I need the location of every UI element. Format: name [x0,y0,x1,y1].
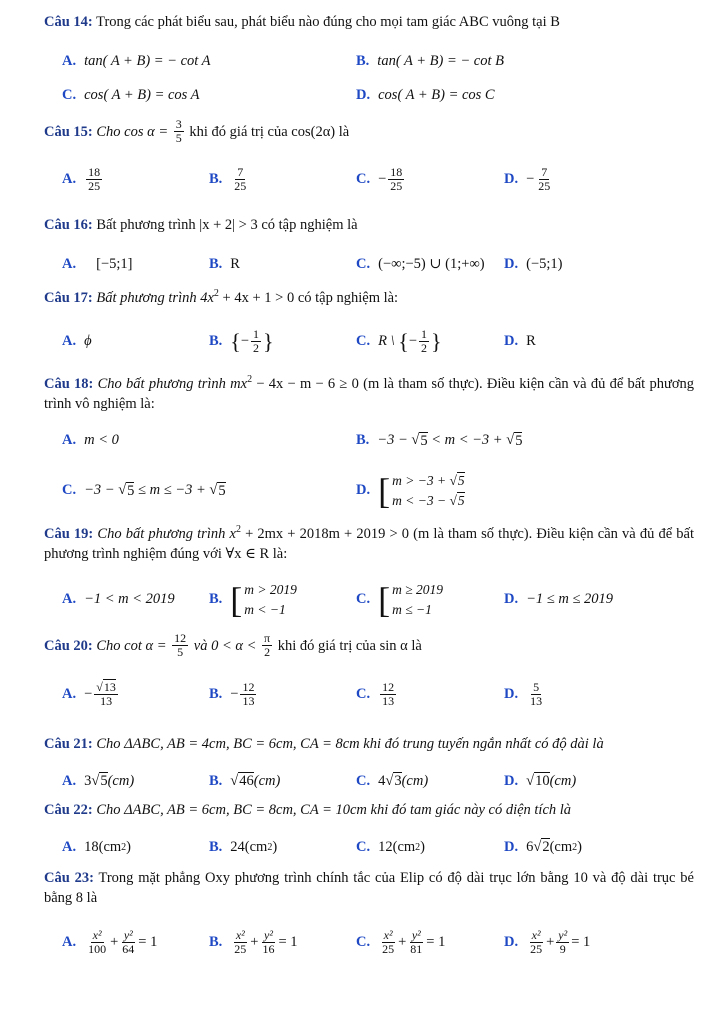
denominator: 16 [262,941,275,956]
radicand: 5 [515,432,523,449]
sign: − [408,333,417,350]
question-label: Câu 16: [44,217,93,233]
option-letter: C. [356,255,371,272]
bracket-icon: [ [378,470,391,511]
numerator: 5 [533,679,540,694]
expr-part: m < −3 − [392,492,450,508]
value: 12(cm [378,838,416,855]
expr-part: m > −3 + [392,472,450,488]
question-stem: Cho bất phương trình x [93,525,236,542]
sign: − [230,685,239,702]
option-b[interactable] [356,44,504,78]
system-row: m ≤ −1 [392,601,432,617]
equals-one: = 1 [426,933,446,950]
question-stem-tail: + 4x + 1 > 0 có tập nghiệm là: [218,289,399,306]
sqrt-icon: √ [449,492,457,508]
option-letter: C. [356,591,371,608]
radicand: 5 [420,432,428,449]
option-d[interactable] [356,78,495,112]
expr-part: < m < −3 + [427,432,507,449]
option-c[interactable] [62,468,226,514]
option-letter: D. [504,772,519,789]
sqrt-icon: √ [449,472,457,488]
option-text: cos( A + B) = cos C [378,86,495,103]
unit: (cm) [107,772,135,789]
option-letter: B. [209,591,223,608]
sign: − [378,170,387,187]
sqrt-icon: √ [96,679,103,694]
bracket-icon: [ [230,579,243,620]
fraction [232,166,248,193]
set-prefix: R \ [378,333,399,350]
paren: ) [126,838,131,855]
option-letter: B. [209,333,223,350]
option-c[interactable] [356,576,443,624]
question-stem: Cho ΔABC, AB = 6cm, BC = 8cm, CA = 10cm khi đó tam giác này có diện tích là [92,802,572,818]
option-text: tan( A + B) = − cot B [377,52,504,69]
option-c[interactable] [356,673,398,715]
fraction [388,166,404,193]
question-stem-tail: khi đó giá trị của sin α là [274,637,422,654]
option-letter: B. [209,170,223,187]
numerator: x² [235,927,245,942]
paren: ) [577,838,582,855]
option-letter: D. [504,685,519,702]
denominator: 25 [234,941,247,956]
denominator: 2 [264,645,271,659]
question-stem-mid: và 0 < α < [190,637,261,654]
option-text: −1 < m < 2019 [84,591,175,608]
fraction [251,328,261,355]
equals-one: = 1 [571,933,591,950]
numerator: 12 [382,679,395,694]
option-letter: D. [504,170,519,187]
option-letter: B. [356,432,370,449]
option-letter: D. [356,86,371,103]
sqrt-icon: √ [506,432,515,449]
option-letter: C. [356,685,371,702]
fraction [408,929,424,956]
option-text: −1 ≤ m ≤ 2019 [526,591,614,608]
fraction [380,929,396,956]
question-23 [44,868,694,964]
option-letter: C. [356,838,371,855]
exponent: 2 [415,841,421,853]
option-letter: B. [209,772,223,789]
plus-sign: + [250,933,259,950]
option-letter: C. [356,333,371,350]
sqrt-icon: √ [385,772,394,789]
option-b[interactable] [209,322,274,362]
question-stem: Cho cot α = [92,637,171,654]
fraction [528,929,544,956]
question-label: Câu 22: [44,802,93,818]
denominator: 9 [559,941,566,956]
question-stem-tail: + 2mx + 2018m + 2019 > 0 (m là tham số thực). Điều kiện cần và đủ để bất phương trình nghiệm đúng với ∀x ∈ R là: [44,525,695,562]
system-bracket [378,580,443,620]
option-text: tan( A + B) = − cot A [84,52,211,69]
denominator: 100 [88,941,107,956]
numerator: y² [411,927,421,942]
sign: − [84,685,93,702]
option-text: [−5;1] [96,255,133,272]
numerator: 3 [175,117,182,131]
numerator: 7 [237,164,244,179]
option-letter: C. [356,772,371,789]
option-d[interactable] [504,159,554,199]
exponent: 2 [572,841,578,853]
denominator: 5 [177,645,184,659]
unit: (cm) [253,772,281,789]
option-c[interactable] [356,322,442,362]
option-letter: B. [209,838,223,855]
system-row [392,491,465,511]
denominator: 2 [253,341,260,356]
denominator: 5 [175,131,182,145]
option-letter: A. [62,170,77,187]
question-label: Câu 21: [44,736,93,752]
exponent: 2 [235,524,241,535]
numerator: x² [531,927,541,942]
option-text: (−5;1) [526,255,563,272]
fraction [380,681,396,708]
denominator: 25 [390,178,403,193]
option-letter: A. [62,685,77,702]
question-stem-tail: khi đó giá trị của cos(2α) là [185,123,350,140]
coefficient: 3 [84,772,92,789]
question-stem: Bất phương trình 4x [92,289,214,306]
fraction [419,328,429,355]
option-c[interactable] [356,247,485,281]
option-text: (−∞;−5) ∪ (1;+∞) [378,255,485,272]
option-letter: D. [504,255,519,272]
option-letter: A. [62,933,77,950]
option-letter: C. [356,170,371,187]
denominator: 13 [242,693,255,708]
fraction [232,929,248,956]
sqrt-icon: √ [533,838,542,855]
question-stem: Trong mặt phẳng Oxy phương trình chính tắc của Elip có độ dài trục lớn bằng 10 và độ dài trục bé bằng 8 là [44,870,694,906]
question-18 [44,370,694,514]
sqrt-icon: √ [118,482,127,499]
unit: (cm) [401,772,429,789]
fraction [240,681,256,708]
equals-one: = 1 [278,933,298,950]
option-a[interactable] [62,576,175,624]
option-letter: A. [62,838,77,855]
system-bracket [378,471,465,511]
fraction [86,929,108,956]
option-letter: D. [504,933,519,950]
plus-sign: + [546,933,555,950]
option-b[interactable] [209,673,258,715]
unit: (cm) [549,772,577,789]
option-letter: A. [62,772,77,789]
denominator: 25 [88,178,101,193]
exponent: 2 [121,841,127,853]
numerator: 12 [242,679,255,694]
bracket-icon: [ [378,579,391,620]
denominator: 25 [538,178,551,193]
option-d[interactable] [504,920,590,964]
numerator: y² [123,927,133,942]
option-text: ϕ [84,333,92,350]
exponent: 2 [213,288,219,299]
question-stem-tail: − 4x − m − 6 ≥ 0 (m là tham số thực). Điều kiện cần và đủ để bất phương trình vô nghiệm là: [44,375,694,412]
system-row: m ≥ 2019 [392,581,444,597]
question-label: Câu 18: [44,375,94,392]
option-letter: A. [62,52,77,69]
option-letter: A. [62,591,77,608]
radicand: 10 [535,773,550,789]
value: 24(cm [230,838,268,855]
radicand: 5 [457,492,465,508]
option-text: R [526,333,536,350]
radicand: 13 [103,679,116,694]
question-label: Câu 19: [44,525,94,542]
denominator: 13 [100,693,113,708]
numerator: 18 [88,164,101,179]
question-19 [44,520,694,624]
option-a[interactable] [62,830,131,864]
sqrt-icon: √ [209,482,218,499]
fraction [262,632,272,659]
radicand: 5 [457,472,465,488]
fraction [120,929,136,956]
denominator: 81 [410,941,423,956]
option-b[interactable] [209,920,298,964]
sqrt-icon: √ [91,772,100,789]
question-stem: Trong các phát biểu sau, phát biểu nào đúng cho mọi tam giác ABC vuông tại B [92,14,560,30]
denominator: 64 [122,941,135,956]
option-a[interactable] [62,159,104,199]
option-letter: A. [62,333,77,350]
question-14 [44,12,694,112]
fraction [260,929,276,956]
paren: ) [420,838,425,855]
question-20 [44,632,694,715]
option-b[interactable] [209,159,250,199]
question-label: Câu 15: [44,123,93,140]
question-stem: Cho cos α = [92,123,172,140]
option-b[interactable] [209,830,277,864]
option-c[interactable] [356,764,428,798]
option-b[interactable] [356,424,522,458]
option-c[interactable] [62,78,200,112]
option-b[interactable] [209,576,297,624]
option-d[interactable] [504,576,613,624]
question-16 [44,215,694,281]
option-c[interactable] [356,159,406,199]
numerator: y² [558,927,568,942]
expr-part: −3 − [377,432,412,449]
numerator: 12 [174,631,187,645]
sqrt-icon: √ [526,772,535,789]
brace-open: { [398,328,409,354]
question-label: Câu 20: [44,637,93,654]
system-row: m < −1 [244,601,286,617]
option-b[interactable] [209,764,280,798]
fraction [172,632,188,659]
brace-close: } [431,328,442,354]
numerator: π [264,631,271,645]
option-text: m < 0 [84,432,119,449]
plus-sign: + [110,933,119,950]
option-a[interactable] [62,44,211,78]
question-stem: Bất phương trình |x + 2| > 3 có tập nghiệm là [92,217,358,233]
denominator: 13 [382,693,395,708]
coefficient: 4 [378,772,386,789]
denominator: 25 [234,178,247,193]
equals-one: = 1 [138,933,158,950]
question-label: Câu 14: [44,14,93,30]
question-stem: Cho bất phương trình mx [93,375,248,392]
system-row: m > 2019 [244,581,297,597]
numerator: x² [92,927,102,942]
system-row [392,471,465,491]
numerator: y² [264,927,273,942]
radicand: 5 [218,482,226,499]
expr-part: ≤ m ≤ −3 + [134,482,210,499]
sqrt-icon: √ [230,772,239,789]
question-22 [44,800,694,864]
system-bracket [230,580,297,620]
option-letter: C. [356,933,371,950]
question-label: Câu 17: [44,289,93,306]
exponent: 2 [267,841,273,853]
radicand: 5 [100,773,108,789]
option-a[interactable] [62,920,157,964]
question-21 [44,734,694,798]
option-d[interactable] [504,830,582,864]
fraction [86,166,102,193]
radicand: 5 [127,482,135,499]
paren: ) [272,838,278,855]
question-17 [44,284,694,362]
option-c[interactable] [356,920,445,964]
option-d[interactable] [504,673,546,715]
question-15 [44,118,694,199]
option-letter: D. [504,838,519,855]
sign: − [240,333,250,350]
question-stem: Cho ΔABC, AB = 4cm, BC = 6cm, CA = 8cm khi đó trung tuyến ngắn nhất có độ dài là [92,736,604,752]
option-letter: C. [62,482,77,499]
option-a[interactable] [62,764,134,798]
option-b[interactable] [209,247,240,281]
option-a[interactable] [62,322,92,362]
sign: − [526,170,535,187]
denominator: 25 [382,941,395,956]
option-d[interactable] [504,247,562,281]
fraction [536,166,552,193]
option-letter: A. [62,255,77,272]
denominator: 25 [530,941,543,956]
option-d[interactable] [504,764,576,798]
fraction [94,681,118,708]
option-letter: A. [62,432,77,449]
radicand: 46 [239,773,254,789]
option-letter: B. [209,685,223,702]
value: (cm [549,838,573,855]
radicand: 2 [542,839,550,855]
option-letter: D. [504,591,519,608]
fraction [556,929,569,956]
fraction [174,118,184,145]
option-a[interactable] [62,247,132,281]
option-a[interactable] [62,424,119,458]
option-letter: C. [62,86,77,103]
value: 18(cm [84,838,122,855]
option-letter: B. [209,933,223,950]
numerator: 1 [253,327,260,342]
denominator: 13 [530,693,543,708]
option-letter: B. [209,255,223,272]
radicand: 3 [394,773,402,789]
sqrt-icon: √ [411,432,420,449]
numerator: 7 [541,164,548,179]
plus-sign: + [398,933,407,950]
option-text: cos( A + B) = cos A [84,86,200,103]
brace-close: } [263,328,274,354]
option-letter: D. [504,333,519,350]
numerator: x² [383,927,393,942]
option-text: R [230,255,240,272]
option-letter: D. [356,482,371,499]
numerator: 18 [390,164,403,179]
numerator [94,681,118,695]
brace-open: { [230,328,241,354]
denominator: 2 [421,341,427,356]
option-a[interactable] [62,673,120,715]
coefficient: 6 [526,838,534,855]
fraction [528,681,544,708]
option-c[interactable] [356,830,425,864]
option-letter: B. [356,52,370,69]
option-d[interactable] [504,322,536,362]
expr-part: −3 − [84,482,119,499]
question-label: Câu 23: [44,870,94,886]
exponent: 2 [247,374,253,385]
numerator: 1 [421,327,427,342]
option-d[interactable] [356,468,465,514]
